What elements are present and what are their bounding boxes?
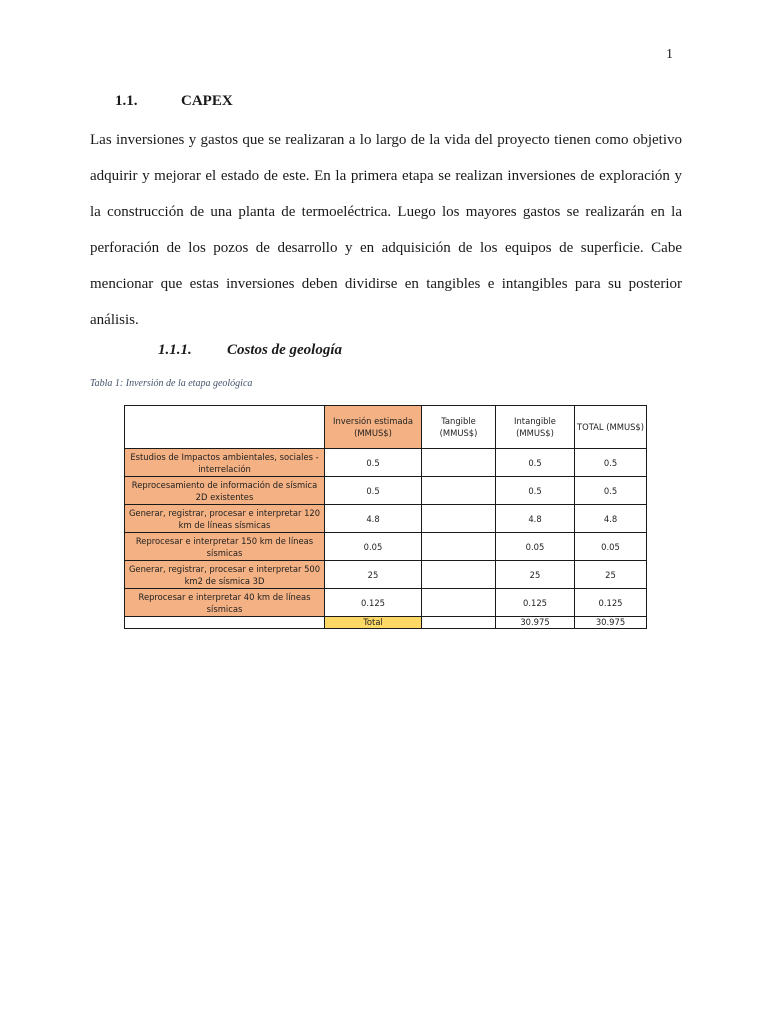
table-row [125,589,647,617]
cell-total-tangible [422,617,496,629]
cell-total: 0.125 [575,589,647,617]
table-row [125,533,647,561]
cell-total-blank [125,617,325,629]
subsection-heading [158,342,342,359]
cell-intangible: 0.125 [496,589,575,617]
cell-concept: Generar, registrar, procesar e interpretar 500 km2 de sísmica 3D [125,561,325,589]
header-total: TOTAL (MMUS$) [575,406,647,449]
cell-concept: Reprocesamiento de información de sísmica 2D existentes [125,477,325,505]
header-tangible: Tangible (MMUS$) [422,406,496,449]
cell-total: 0.05 [575,533,647,561]
table-total-row [125,617,647,629]
section-title: CAPEX [181,93,233,109]
table-row [125,561,647,589]
cell-inversion: 4.8 [325,505,422,533]
cell-inversion: 0.125 [325,589,422,617]
cell-total: 25 [575,561,647,589]
table-row [125,477,647,505]
investment-table [124,405,647,629]
header-concept [125,406,325,449]
cell-inversion: 0.05 [325,533,422,561]
cell-total: 4.8 [575,505,647,533]
table-row [125,449,647,477]
body-paragraph: Las inversiones y gastos que se realizaran a lo largo de la vida del proyecto tienen como objetivo adquirir y mejorar el estado de este. En la primera etapa se realizan inversiones de exploración y la construcción de una planta de termoeléctrica. Luego los mayores gastos se realizarán en la perforación de los pozos de desarrollo y en adquisición de los equipos de superficie. Cabe mencionar que estas inversiones deben dividirse en tangibles e intangibles para su posterior análisis. [90,132,682,328]
cell-total: 0.5 [575,449,647,477]
cell-intangible: 0.05 [496,533,575,561]
header-intangible: Intangible (MMUS$) [496,406,575,449]
cell-concept: Reprocesar e interpretar 150 km de líneas sísmicas [125,533,325,561]
cell-total: 0.5 [575,477,647,505]
subsection-number: 1.1.1. [158,342,192,358]
cell-concept: Generar, registrar, procesar e interpretar 120 km de líneas sísmicas [125,505,325,533]
subsection-title: Costos de geología [227,342,342,358]
cell-inversion: 0.5 [325,449,422,477]
cell-intangible: 0.5 [496,449,575,477]
table-header-row [125,406,647,449]
cell-total-intangible: 30.975 [496,617,575,629]
cell-inversion: 25 [325,561,422,589]
cell-tangible [422,533,496,561]
cell-tangible [422,561,496,589]
cell-concept: Reprocesar e interpretar 40 km de líneas sísmicas [125,589,325,617]
cell-intangible: 4.8 [496,505,575,533]
header-inversion: Inversión estimada (MMUS$) [325,406,422,449]
cell-tangible [422,449,496,477]
cell-tangible [422,589,496,617]
cell-total-label: Total [325,617,422,629]
table-row [125,505,647,533]
cell-tangible [422,505,496,533]
cell-tangible [422,477,496,505]
section-number: 1.1. [115,93,138,109]
table-caption: Tabla 1: Inversión de la etapa geológica [90,378,253,389]
section-heading [115,93,233,110]
cell-intangible: 25 [496,561,575,589]
cell-inversion: 0.5 [325,477,422,505]
page-number: 1 [666,47,673,62]
cell-total-total: 30.975 [575,617,647,629]
cell-intangible: 0.5 [496,477,575,505]
cell-concept: Estudios de Impactos ambientales, sociales - interrelación [125,449,325,477]
